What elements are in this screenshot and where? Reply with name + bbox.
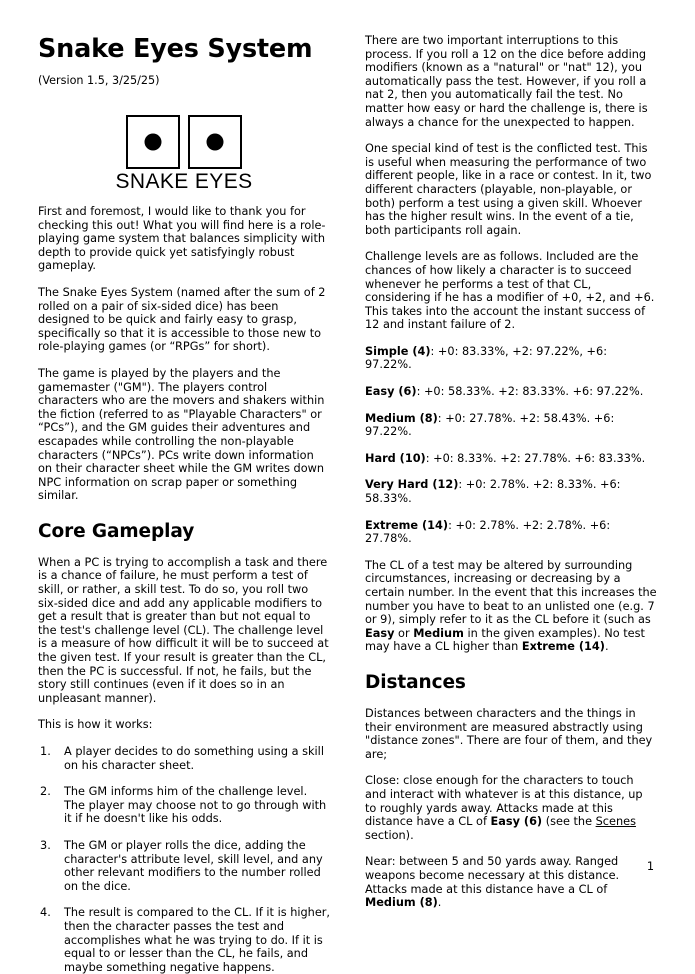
cl-alteration-text-1: The CL of a test may be altered by surrounding circumstances, increasing or decreasing by a certain number. In the event that this increases the number you have to beat to an unlisted one (e.g. 7 or 9), simply refer to it as the CL before it (such as [365,558,657,627]
figure-caption: SNAKE EYES [115,170,253,193]
cl-alteration-text-3: in the given examples). No test may have a CL higher than [365,626,645,654]
cl-alteration-text-2: or [394,626,414,640]
die-pip [145,134,162,151]
challenge-level-medium [365,412,657,439]
list-item: The GM informs him of the challenge level. The player may choose not to go through with it if he doesn't like his odds. [64,785,327,826]
challenge-level-hard [365,452,657,466]
cl-alteration-text-4: . [604,640,609,654]
distance-zone-close [365,774,657,842]
distances-intro-paragraph: Distances between characters and the things in their environment are measured abstractly using "distance zones". There are four of them, and they are; [365,706,653,761]
distance-zone-near [365,855,657,909]
left-column [38,34,330,974]
challenge-level-odds: : +0: 58.33%. +2: 83.33%. +6: 97.22%. [416,385,644,399]
right-column [365,34,657,910]
cl-alteration-bold-medium: Medium [413,626,464,640]
close-text-1: Close: close enough for the characters to touch and interact with whatever is at this distance, up to roughly yards away. Attacks made at this distance have a CL of [365,774,643,829]
challenge-level-odds: : +0: 83.33%, +2: 97.22%, +6: 97.22%. [365,344,608,372]
core-gameplay-paragraph: When a PC is trying to accomplish a task and there is a chance of failure, he must perform a test of skill, or rather, a skill test. To do so, you roll two six-sided dice and add any applicable modifiers to get a result that is greater than but not equal to the test's challenge level (CL). The challenge level is a measure of how difficult it will be to succeed at the given test. If your result is greater than the CL, then the PC is successful. If not, he fails, but the story still continues (even if it does so in an unpleasant manner). [38,555,329,705]
challenge-level-name: Hard (10) [365,451,426,465]
intro-paragraph-1: First and foremost, I would like to thank you for checking this out! What you will find here is a role-playing game system that balances simplicity with depth to provide quick yet satisfyingly robust gameplay. [38,205,326,273]
close-text-3: section). [365,828,414,842]
challenge-level-odds: : +0: 27.78%. +2: 58.43%. +6: 97.22%. [365,411,615,439]
near-text-1: Near: between 5 and 50 yards away. Ranged weapons become necessary at this distance. Attacks made at this distance have a CL of [365,855,620,896]
list-item: The GM or player rolls the dice, adding the character's attribute level, skill level, and any other relevant modifiers to the number rolled on the dice. [64,838,323,893]
right-paragraph-2: One special kind of test is the conflicted test. This is useful when measuring the performance of two different people, like in a race or contest. In it, two different characters (playable, non-playable, or both) perform a test using a given skill. Whoever has the higher result wins. In the event of a tie, both participants roll again. [365,142,652,237]
close-bold-easy: Easy (6) [490,815,543,829]
die-right-icon [188,115,242,169]
near-text-2: . [437,896,442,910]
cl-alteration-bold-easy: Easy [365,626,395,640]
challenge-level-name: Easy (6) [365,385,417,399]
intro-paragraph-3: The game is played by the players and the gamemaster ("GM"). The players control characters who are the movers and shakers within the fiction (referred to as "Playable Characters" or “PCs”), and the GM guides their adventures and escapades while controlling the non-playable characters (“NPCs”). PCs write down information on their character sheet while the GM writes down NPC information on scrap paper or something similar. [38,366,325,503]
challenge-level-odds: : +0: 8.33%. +2: 27.78%. +6: 83.33%. [425,451,646,465]
near-bold-medium: Medium (8) [365,896,438,910]
core-gameplay-lead-in: This is how it works: [38,718,153,732]
dice-row [126,115,242,169]
challenge-level-odds: : +0: 2.78%. +2: 8.33%. +6: 58.33%. [365,478,621,506]
heading-core-gameplay: Core Gameplay [38,520,195,542]
list-item: The result is compared to the CL. If it is higher, then the character passes the test and accomplishes what he was trying to do. If it is equal to or lesser than the CL, he fails, and maybe something negative happens. [64,906,331,974]
challenge-level-very-hard [365,478,657,505]
challenge-level-name: Simple (4) [365,344,431,358]
challenge-level-simple [365,345,657,372]
snake-eyes-figure [38,100,330,193]
list-item: A player decides to do something using a skill on his character sheet. [64,745,324,772]
cl-alteration-bold-extreme: Extreme (14) [521,640,605,654]
challenge-level-easy [365,385,657,399]
page-title: Snake Eyes System [38,34,313,64]
core-gameplay-steps [38,745,330,974]
close-text-2: (see the [542,815,596,829]
cl-alteration-paragraph [365,559,657,654]
right-paragraph-3: Challenge levels are as follows. Included are the chances of how likely a character is to succeed whenever he performs a test of that CL, considering if he has a modifier of +0, +2, and +6. This takes into the account the instant success of 12 and instant failure of 2. [365,250,655,332]
challenge-level-odds: : +0: 2.78%. +2: 2.78%. +6: 27.78%. [365,518,611,546]
scenes-link[interactable]: Scenes [595,815,636,829]
challenge-level-extreme [365,519,657,546]
intro-paragraph-2: The Snake Eyes System (named after the sum of 2 rolled on a pair of six-sided dice) has been designed to be quick and fairly easy to grasp, specifically so that it is accessible to those new to role-playing games (or “RPGs” for short). [38,285,326,354]
die-pip [207,134,224,151]
die-left-icon [126,115,180,169]
challenge-level-name: Very Hard (12) [365,478,459,492]
challenge-level-name: Medium (8) [365,411,438,425]
heading-distances: Distances [365,671,466,693]
page-number: 1 [646,860,654,873]
right-paragraph-1: There are two important interruptions to this process. If you roll a 12 on the dice before adding modifiers (known as a "natural" or "nat" 12), you automatically pass the test. However, if you roll a nat 2, then you automatically fail the test. No matter how easy or hard the challenge is, there is always a chance for the unexpected to happen. [365,34,648,129]
version-line: (Version 1.5, 3/25/25) [38,74,160,87]
challenge-level-name: Extreme (14) [365,518,449,532]
